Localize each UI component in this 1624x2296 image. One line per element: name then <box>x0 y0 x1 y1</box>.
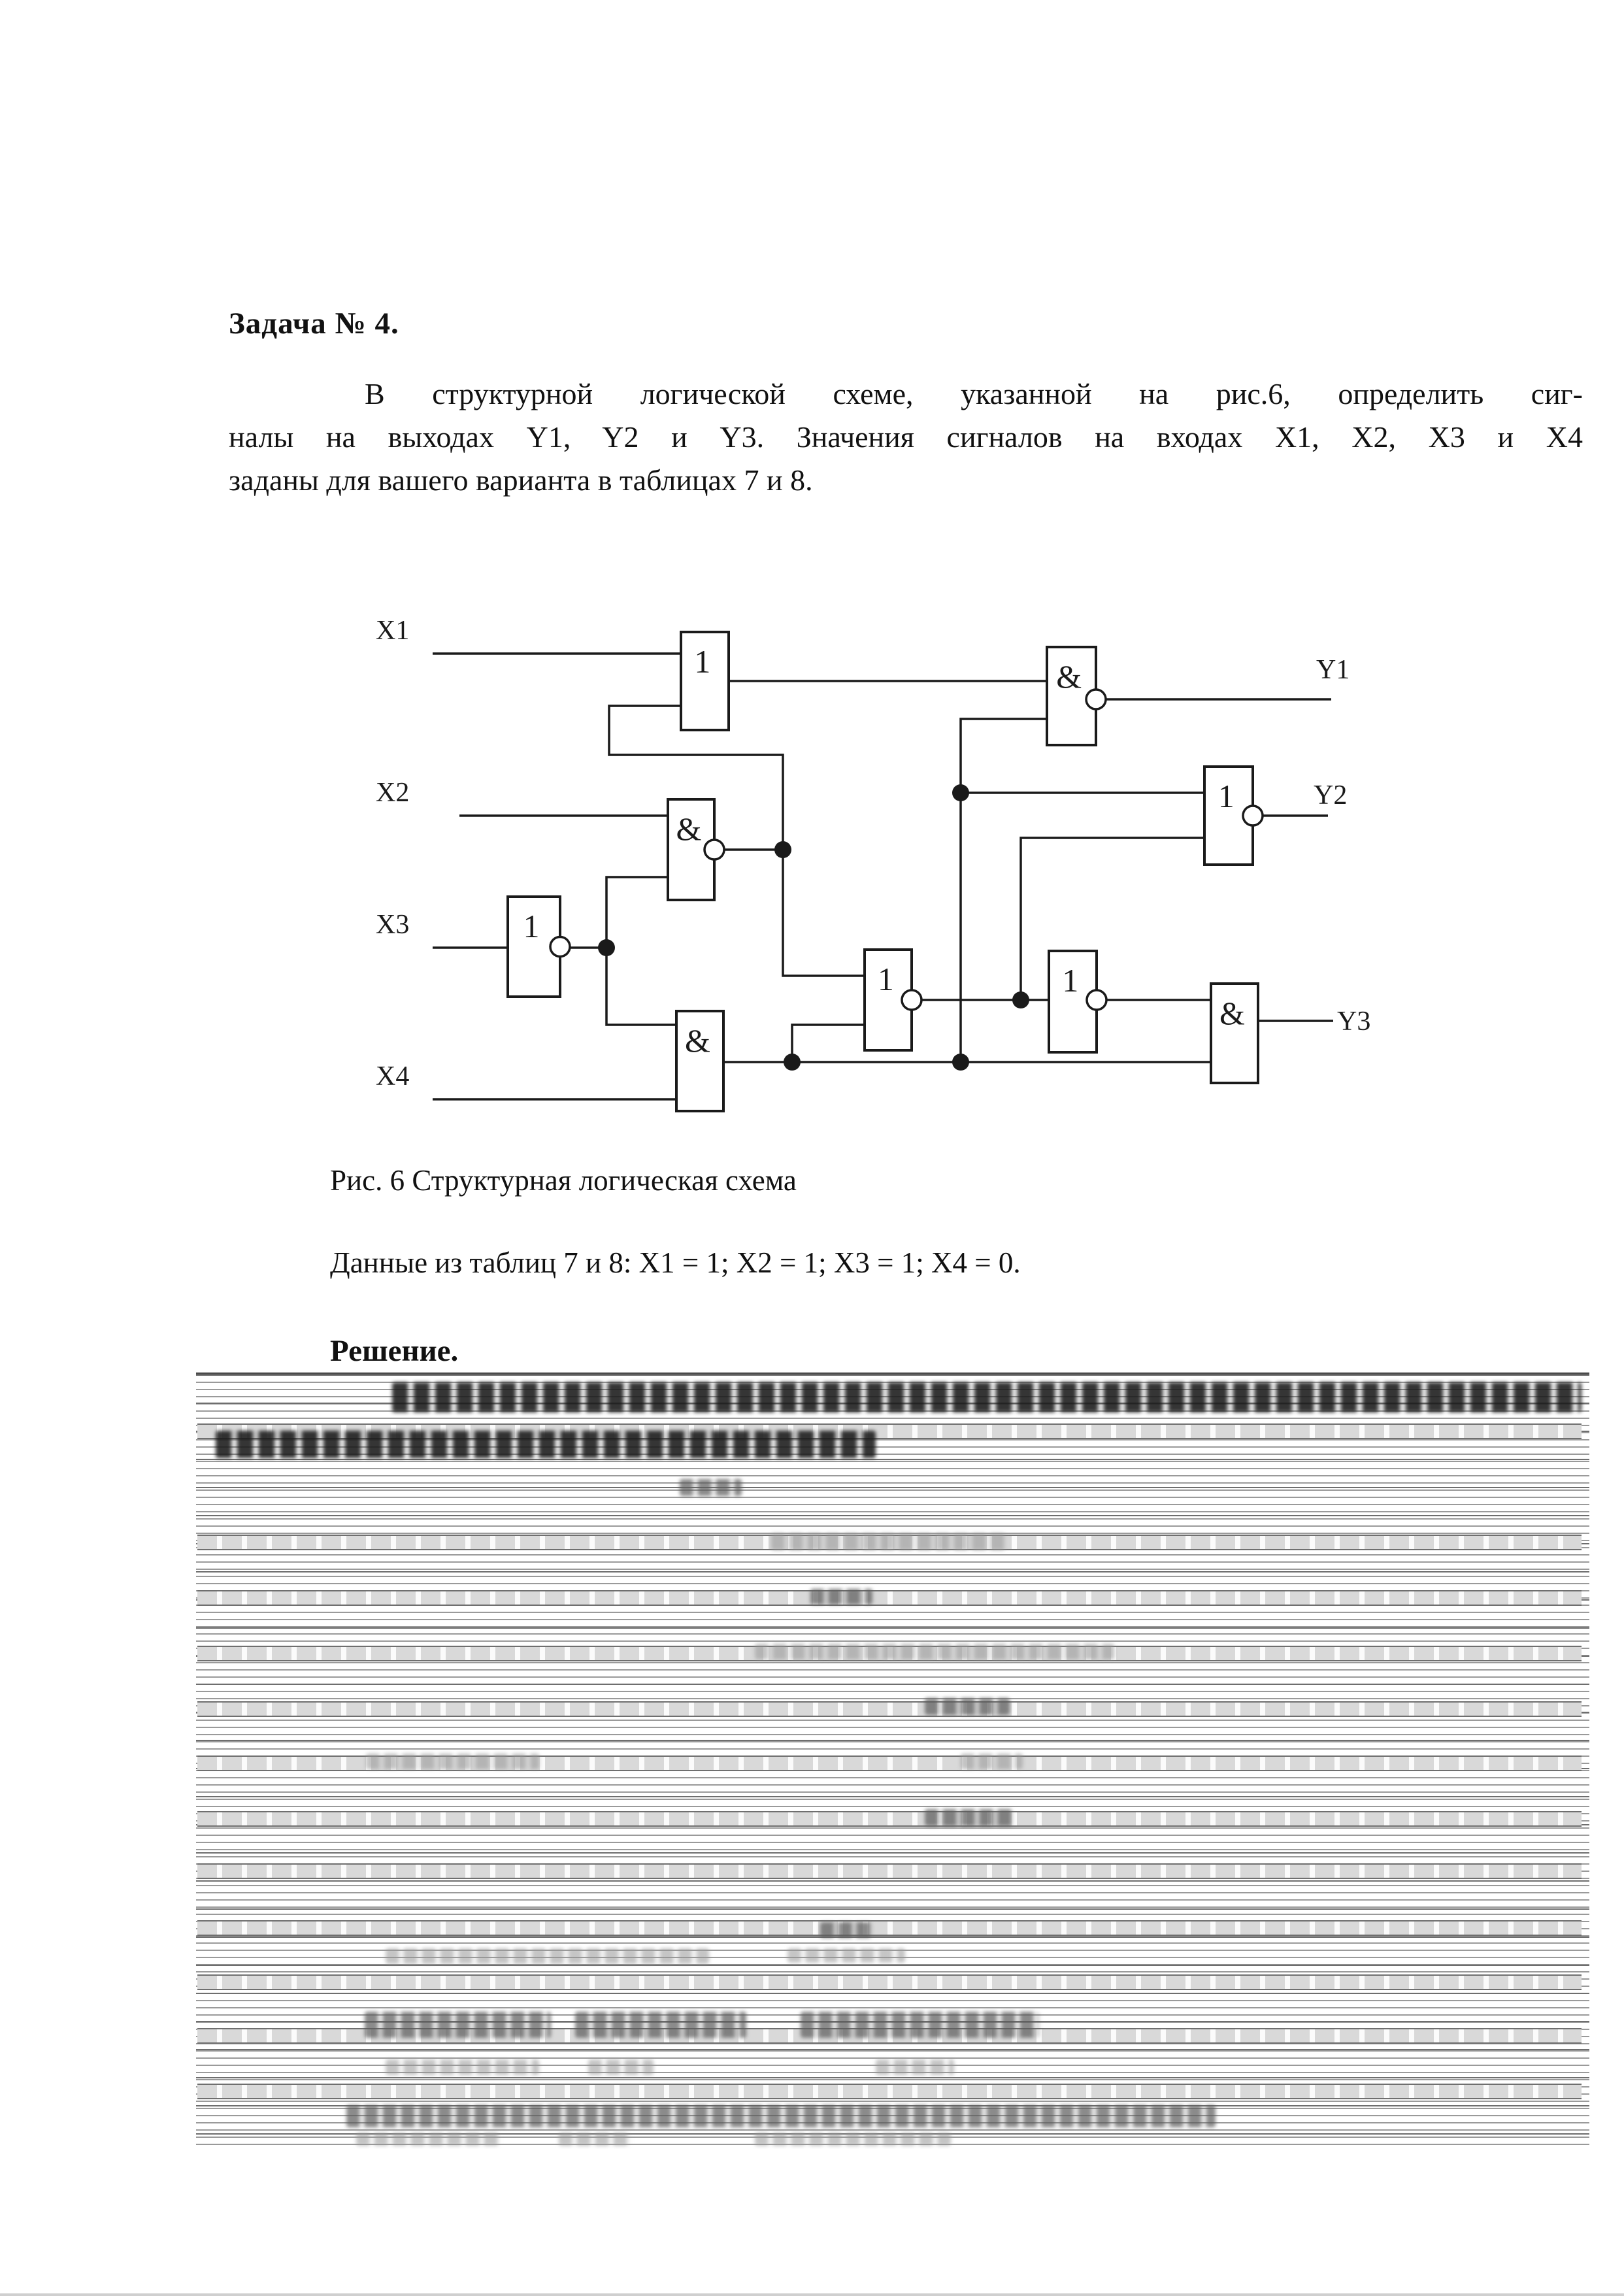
blur-smudge <box>961 1754 1023 1769</box>
nand-gate-x2-inversion-bubble <box>704 840 724 859</box>
blur-smudge <box>392 1382 1582 1412</box>
figure-caption: Рис. 6 Структурная логическая схема <box>330 1164 797 1197</box>
blur-smudge <box>820 1922 872 1938</box>
output-label-y2: Y2 <box>1314 780 1348 810</box>
blur-smudge <box>559 2133 631 2146</box>
junction-dot <box>952 1054 969 1071</box>
blur-smudge <box>346 2105 1216 2127</box>
or-gate-x1-label: 1 <box>694 643 711 680</box>
not-gate-mid-label: 1 <box>1062 962 1079 999</box>
output-label-y3: Y3 <box>1337 1007 1371 1037</box>
blur-smudge <box>386 2059 539 2075</box>
junction-dot <box>774 841 791 858</box>
not-gate-mid-inversion-bubble <box>1087 990 1106 1010</box>
blur-smudge <box>386 1948 709 1964</box>
blur-smudge <box>365 2012 551 2038</box>
input-data-line: Данные из таблиц 7 и 8: X1 = 1; X2 = 1; X3 = 1; X4 = 0. <box>330 1246 1021 1279</box>
output-label-y1: Y1 <box>1316 655 1350 685</box>
task-title: Задача № 4. <box>229 307 399 341</box>
nand-gate-x2-label: & <box>676 810 702 847</box>
junction-dot <box>952 784 969 801</box>
nand-x2-to-nor-mid <box>783 850 865 976</box>
blur-band <box>197 1920 1582 1936</box>
blur-smudge <box>801 2012 1039 2038</box>
and-gate-x4-label: & <box>684 1022 710 1059</box>
blur-smudge <box>925 1698 1010 1715</box>
blur-smudge <box>787 1948 905 1963</box>
nand-gate-y1-label: & <box>1056 658 1082 695</box>
blur-band <box>197 1701 1582 1717</box>
blur-smudge <box>216 1431 876 1458</box>
junction-dot <box>1012 991 1029 1008</box>
bus-to-nand-y1 <box>961 719 1047 1062</box>
blur-smudge <box>925 1809 1013 1826</box>
task-paragraph <box>229 373 1583 502</box>
blur-smudge <box>755 1644 1114 1659</box>
task-paragraph-line2: налы на выходах Y1, Y2 и Y3. Значения сигналов на входах X1, X2, X3 и X4 <box>229 420 1583 454</box>
blur-smudge <box>810 1589 872 1605</box>
not-gate-x3-label: 1 <box>523 908 540 944</box>
blur-band <box>197 2084 1582 2099</box>
blur-smudge <box>755 2133 951 2146</box>
nor-gate-y2-inversion-bubble <box>1243 806 1263 825</box>
blur-smudge <box>876 2059 954 2075</box>
page-bottom-divider <box>0 2293 1624 2296</box>
blur-band <box>197 1863 1582 1879</box>
not-x3-to-and-x4 <box>606 948 676 1025</box>
blur-band <box>197 1590 1582 1606</box>
blur-smudge <box>356 2133 500 2146</box>
bus-to-nor-mid <box>792 1025 865 1062</box>
nor-gate-y2-label: 1 <box>1218 778 1235 814</box>
nand-gate-y1-inversion-bubble <box>1086 690 1106 709</box>
junction-dot <box>784 1054 801 1071</box>
logic-circuit-figure <box>353 601 1372 1144</box>
blur-smudge <box>588 2059 654 2075</box>
input-label-x1: X1 <box>376 616 410 646</box>
nor-gate-mid-label: 1 <box>877 961 894 997</box>
blur-smudge <box>771 1533 1006 1550</box>
task-paragraph-line3: заданы для вашего варианта в таблицах 7 и 8. <box>229 463 813 497</box>
blur-band <box>197 1974 1582 1990</box>
and-gate-y3-label: & <box>1219 995 1245 1031</box>
blur-smudge <box>366 1754 539 1769</box>
nor-gate-mid-inversion-bubble <box>902 990 921 1010</box>
blurred-solution-block <box>196 1373 1589 2149</box>
blur-smudge <box>680 1479 742 1496</box>
solution-heading: Решение. <box>330 1334 459 1368</box>
blur-band <box>197 1811 1582 1827</box>
input-label-x2: X2 <box>376 778 410 808</box>
not-gate-x3-inversion-bubble <box>550 937 570 957</box>
not-x3-to-nand-x2 <box>606 877 668 948</box>
blur-smudge <box>575 2012 746 2038</box>
input-label-x4: X4 <box>376 1061 410 1091</box>
junction-dot <box>598 939 615 956</box>
input-label-x3: X3 <box>376 910 410 940</box>
logic-diagram-svg <box>353 601 1372 1144</box>
task-paragraph-line1: В структурной логической схеме, указанной на рис.6, определить сиг- <box>365 377 1583 410</box>
